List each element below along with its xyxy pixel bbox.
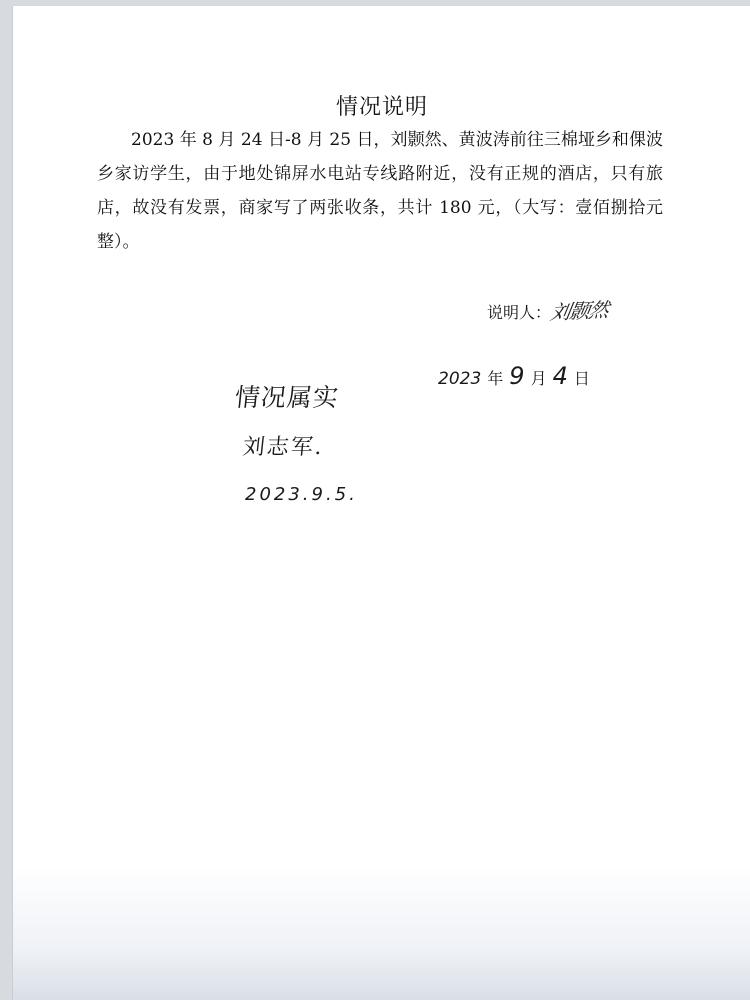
date-month: 9 [509, 362, 525, 390]
document-body: 2023 年 8 月 24 日-8 月 25 日，刘颢然、黄波涛前往三棉垭乡和倮波乡家访学生，由于地处锦屏水电站专线路附近，没有正规的酒店，只有旅店，故没有发票，商家写了两张收条，共计 180 元，（大写：壹佰捌拾元整）。 [97, 130, 663, 252]
approver-signature: 刘志军. [241, 435, 326, 460]
approval-date: 2023.9.5. [245, 484, 358, 505]
declarant-signature: 刘颢然 [548, 297, 610, 325]
date-year-unit: 年 [487, 369, 504, 388]
paper-fold-shadow [13, 866, 750, 1000]
date-year: 2023 [438, 369, 482, 389]
declarant-line [487, 295, 608, 324]
date-day: 4 [552, 362, 568, 390]
date-month-unit: 月 [530, 369, 547, 388]
date-day-unit: 日 [573, 369, 590, 388]
document-title: 情况说明 [335, 95, 428, 120]
statement-date [438, 362, 596, 390]
declarant-label: 说明人： [487, 303, 552, 322]
paper-sheet [12, 6, 750, 1000]
approval-note: 情况属实 [233, 383, 341, 412]
